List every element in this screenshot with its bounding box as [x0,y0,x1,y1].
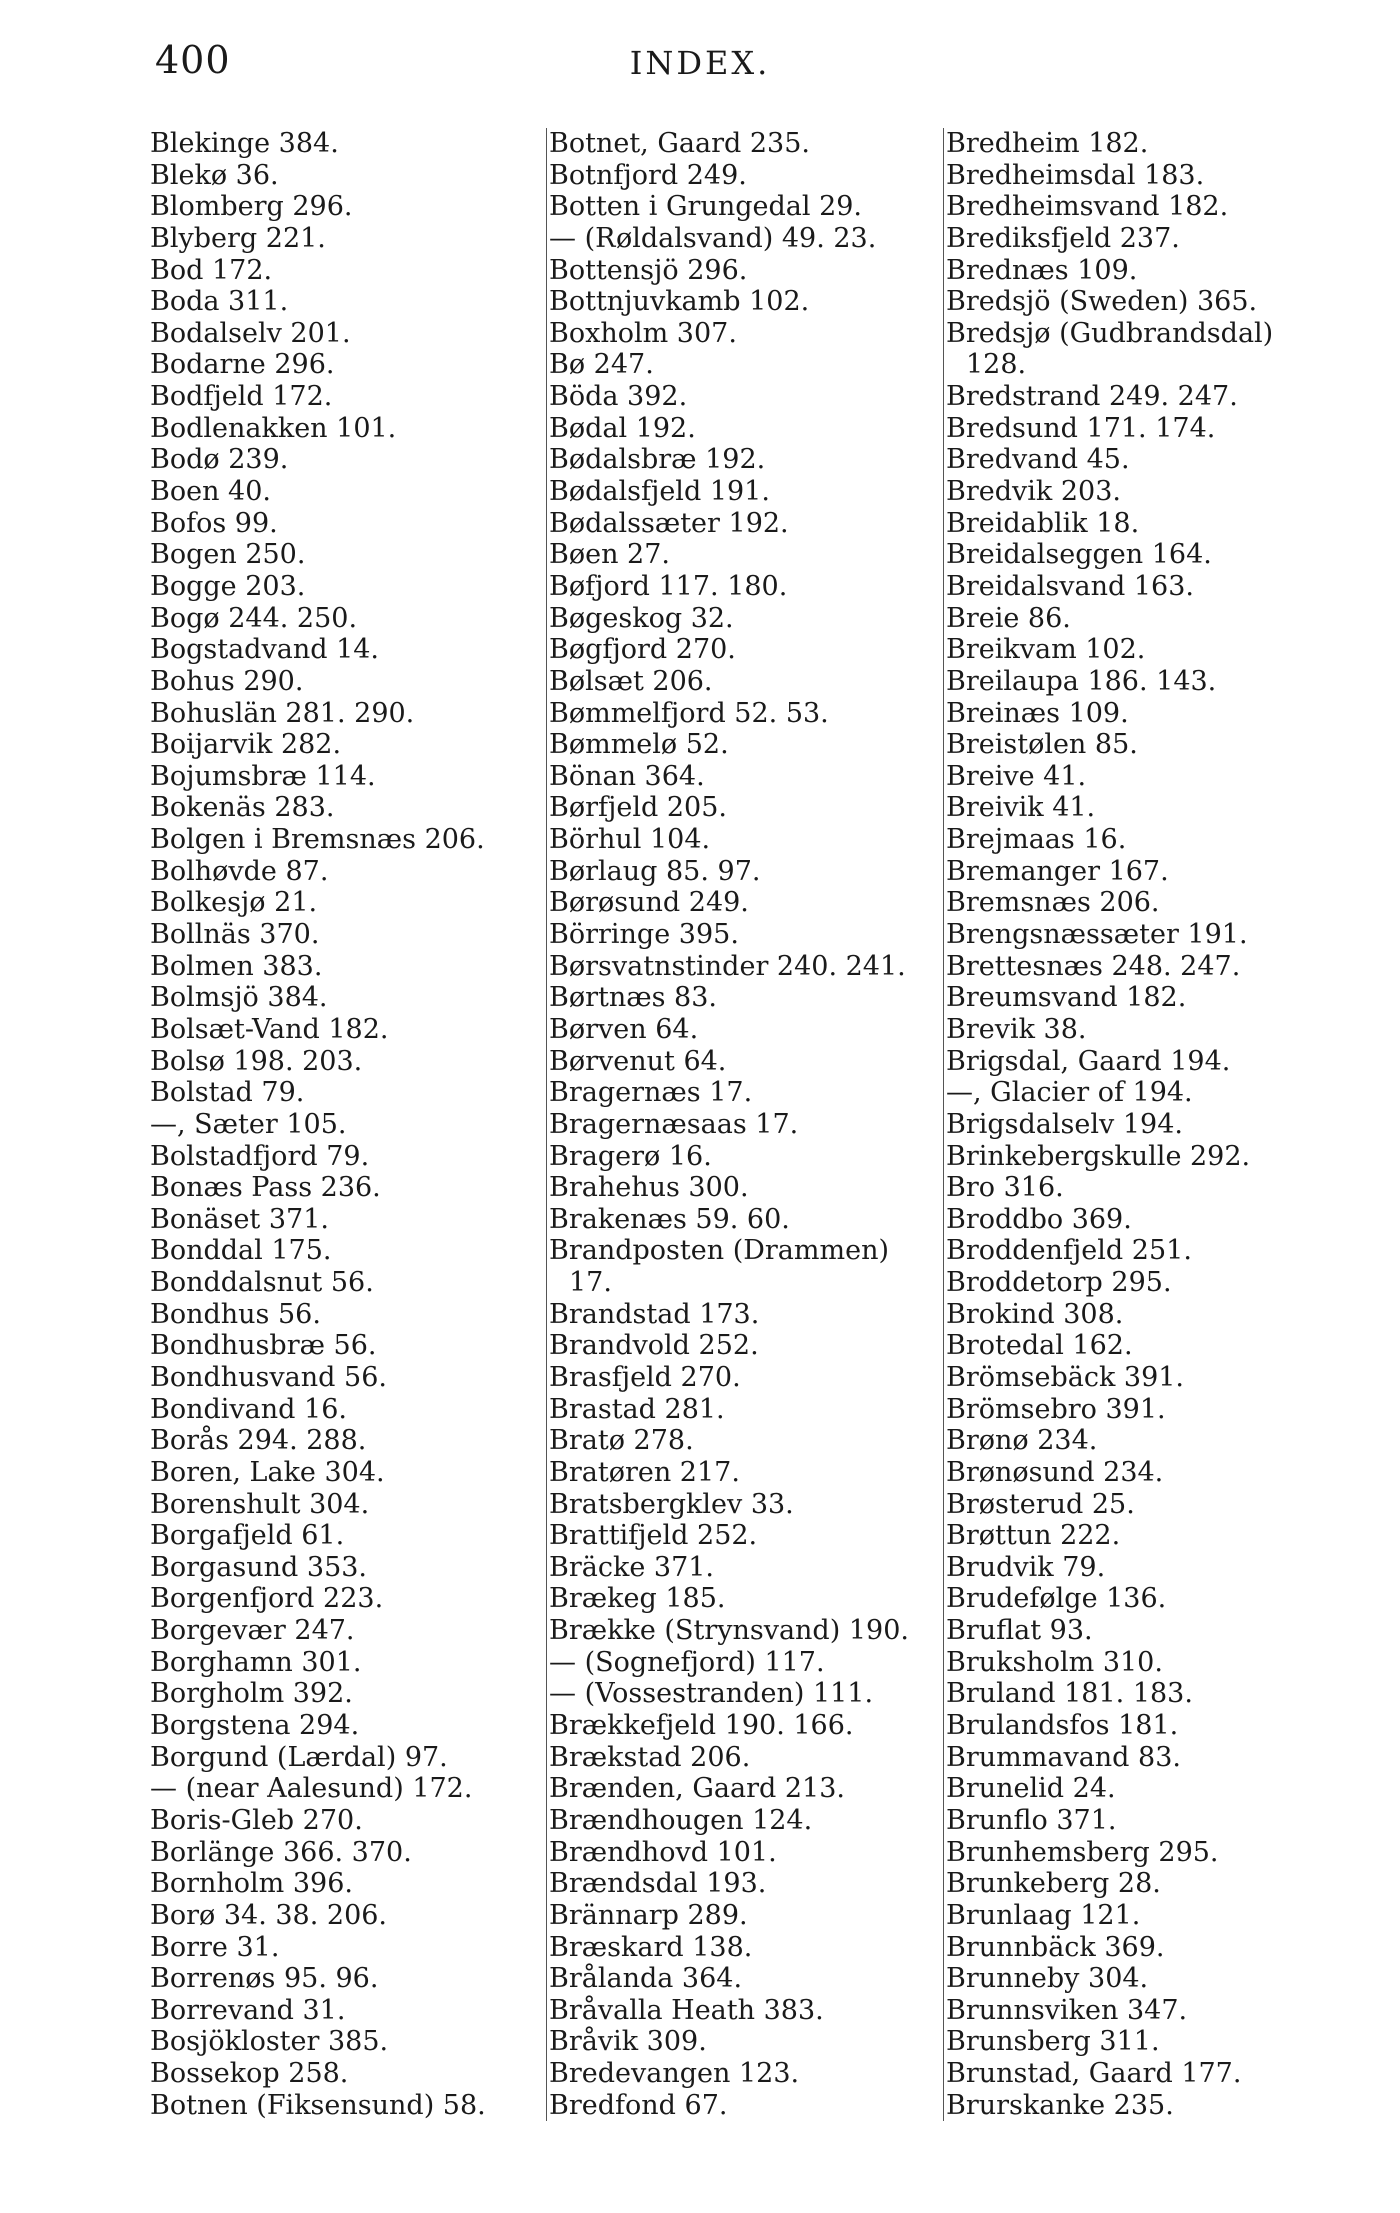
index-entry: Brønøsund 234. [946,1456,1164,1488]
index-column-2 [546,128,944,2121]
index-entry: Bømmelø 52. [549,729,729,761]
index-entry: Brændhovd 101. [549,1836,777,1868]
index-entry: Börringe 395. [549,919,739,951]
index-entry: Bødalssæter 192. [549,507,789,539]
index-entry: Borgevær 247. [150,1615,355,1647]
index-entry: Brunstad, Gaard 177. [946,2058,1242,2090]
index-entry: Borrevand 31. [150,1994,346,2026]
index-entry: Boijarvik 282. [150,729,342,761]
index-entry: Breive 41. [946,760,1087,792]
index-entry: Boris-Gleb 270. [150,1804,363,1836]
index-entry: Brændhougen 124. [549,1804,813,1836]
index-entry: Brandvold 252. [549,1330,759,1362]
index-entry: Bølsæt 206. [549,665,713,697]
index-entry: Bolhøvde 87. [150,855,329,887]
index-entry: Brøsterud 25. [946,1488,1135,1520]
index-entry: — (near Aalesund) 172. [150,1773,473,1805]
index-entry: Brurskanke 235. [946,2089,1174,2121]
index-entry: Borghamn 301. [150,1646,362,1678]
index-entry: Bod 172. [150,254,273,286]
index-entry: Børven 64. [549,1013,699,1045]
index-entry: Brække (Strynsvand) 190. [549,1615,909,1647]
index-entry: Bremsnæs 206. [946,887,1160,919]
index-entry: Borenshult 304. [150,1488,370,1520]
index-entry: Bredsjø (Gudbrandsdal) [946,317,1274,349]
index-entry: Bredsjö (Sweden) 365. [946,286,1258,318]
index-entry: Bojumsbræ 114. [150,760,376,792]
index-entry: Bohuslän 281. 290. [150,697,415,729]
index-entry: Borrenøs 95. 96. [150,1963,379,1995]
index-entry: Borgasund 353. [150,1551,368,1583]
index-entry: Brålanda 364. [549,1963,743,1995]
index-entry: Brunflo 371. [946,1804,1117,1836]
index-entry: — (Vossestranden) 111. [549,1678,874,1710]
index-entry: Bolsø 198. 203. [150,1045,363,1077]
index-entry: Bråvalla Heath 383. [549,1994,824,2026]
index-entry: Bøgeskog 32. [549,602,734,634]
index-entry: Bogø 244. 250. [150,602,358,634]
index-entry: Broddenfjeld 251. [946,1235,1192,1267]
index-entry: Börhul 104. [549,824,711,856]
index-entry: Børvenut 64. [549,1045,727,1077]
index-entry: Bossekop 258. [150,2058,349,2090]
index-entry: 17. [569,1267,612,1299]
index-entry: Broddetorp 295. [946,1267,1172,1299]
index-entry: Bredheim 182. [946,128,1149,159]
index-entry: Bonddal 175. [150,1235,332,1267]
running-head: INDEX. [629,44,771,82]
index-entry: Bredheimsvand 182. [946,191,1229,223]
index-entry: Bragerø 16. [549,1140,712,1172]
index-entry: Breie 86. [946,602,1071,634]
index-entry: Bolsæt-Vand 182. [150,1013,389,1045]
index-entry: Bondhusvand 56. [150,1361,387,1393]
index-entry: Bredheimsdal 183. [946,159,1205,191]
index-entry: Blekø 36. [150,159,279,191]
index-entry: Breivik 41. [946,792,1096,824]
index-entry: Bräcke 371. [549,1551,715,1583]
index-entry: Böda 392. [549,381,688,413]
index-entry: Breumsvand 182. [946,982,1187,1014]
index-entry: Bohus 290. [150,665,304,697]
index-entry: Bodlenakken 101. [150,412,397,444]
index-entry: Brinkebergskulle 292. [946,1140,1251,1172]
index-entry: Brummavand 83. [946,1741,1181,1773]
index-entry: Botnfjord 249. [549,159,747,191]
index-entry: Bødalsfjeld 191. [549,476,770,508]
index-entry: Brunlaag 121. [946,1899,1141,1931]
index-entry: Brækeg 185. [549,1583,726,1615]
index-entry: Bolgen i Bremsnæs 206. [150,824,485,856]
index-entry: Brunelid 24. [946,1773,1116,1805]
index-entry: Brændsdal 193. [549,1868,767,1900]
index-entry: Brunnbäck 369. [946,1931,1165,1963]
index-entry: Bondhus 56. [150,1298,321,1330]
index-entry: Borgstena 294. [150,1710,360,1742]
index-entry: Broddbo 369. [946,1203,1132,1235]
index-entry: Bodø 239. [150,444,289,476]
index-entry: Bredsund 171. 174. [946,412,1216,444]
index-entry: Brömsebro 391. [946,1393,1166,1425]
index-entry: Bogen 250. [150,539,306,571]
index-entry: Bro 316. [946,1172,1064,1204]
index-entry: Brækstad 206. [549,1741,751,1773]
index-entry: Brigsdalselv 194. [946,1108,1183,1140]
index-entry: Brettesnæs 248. 247. [946,950,1241,982]
index-entry: Bollnäs 370. [150,919,320,951]
index-entry: Brunsberg 311. [946,2026,1160,2058]
index-entry: Bonddalsnut 56. [150,1267,374,1299]
index-entry: Bönan 364. [549,760,705,792]
index-entry: Breidablik 18. [946,507,1140,539]
index-entry: Bremanger 167. [946,855,1169,887]
index-entry: Bragernæsaas 17. [549,1108,799,1140]
index-entry: Brunnsviken 347. [946,1994,1188,2026]
index-entry: Bråvik 309. [549,2026,707,2058]
page-number: 400 [155,38,231,82]
index-entry: Bredvand 45. [946,444,1130,476]
index-entry: Brækkefjeld 190. 166. [549,1710,854,1742]
index-entry: Botten i Grungedal 29. [549,191,863,223]
index-entry: Bruland 181. 183. [946,1678,1193,1710]
index-entry: Bredfond 67. [549,2089,728,2121]
index-entry: Botnet, Gaard 235. [549,128,810,159]
index-entry: Blyberg 221. [150,222,326,254]
index-entry: Brudvik 79. [946,1551,1106,1583]
index-entry: Bolmen 383. [150,950,323,982]
index-entry: Bornholm 396. [150,1868,353,1900]
index-entry: Bødalsbræ 192. [549,444,766,476]
index-entry: Brahehus 300. [549,1172,749,1204]
index-entry: Boda 311. [150,286,289,318]
index-entry: 128. [966,349,1027,381]
index-entry: Brigsdal, Gaard 194. [946,1045,1231,1077]
index-entry: Bodfjeld 172. [150,381,333,413]
index-entry: Breilaupa 186. 143. [946,665,1217,697]
index-entry: Bodarne 296. [150,349,335,381]
index-entry: —, Sæter 105. [150,1108,347,1140]
index-entry: Bruksholm 310. [946,1646,1163,1678]
index-entry: Brudefølge 136. [946,1583,1167,1615]
index-entry: Bondhusbræ 56. [150,1330,377,1362]
index-entry: Breidalsvand 163. [946,570,1194,602]
index-entry: Brænden, Gaard 213. [549,1773,845,1805]
index-entry: Botnen (Fiksensund) 58. [150,2089,486,2121]
index-entry: Boen 40. [150,476,271,508]
index-entry: Bratøren 217. [549,1456,740,1488]
index-entry: Breidalseggen 164. [946,539,1212,571]
index-entry: Brastad 281. [549,1393,725,1425]
index-entry: Breikvam 102. [946,634,1146,666]
index-entry: Bonäset 371. [150,1203,329,1235]
index-entry: Børtnæs 83. [549,982,717,1014]
index-entry: Borlänge 366. 370. [150,1836,412,1868]
index-entry: Brömsebäck 391. [946,1361,1185,1393]
index-entry: Bø 247. [549,349,654,381]
index-entry: Bøfjord 117. 180. [549,570,788,602]
index-entry: Brotedal 162. [946,1330,1133,1362]
index-entry: Brandposten (Drammen) [549,1235,890,1267]
index-entry: Bofos 99. [150,507,278,539]
index-entry: Bottnjuvkamb 102. [549,286,810,318]
index-entry: Brulandsfos 181. [946,1710,1179,1742]
index-entry: Børlaug 85. 97. [549,855,761,887]
index-entry: Brengsnæssæter 191. [946,919,1248,951]
index-entry: Bottensjö 296. [549,254,748,286]
index-entry: Borås 294. 288. [150,1425,367,1457]
index-entry: Bolstad 79. [150,1077,305,1109]
index-column-3 [943,128,1341,2121]
index-entry: Brasfjeld 270. [549,1361,741,1393]
index-entry: Boxholm 307. [549,317,737,349]
index-entry: Bratsbergklev 33. [549,1488,794,1520]
index-entry: Brandstad 173. [549,1298,760,1330]
index-entry: Brännarp 289. [549,1899,748,1931]
index-entry: Borgenfjord 223. [150,1583,384,1615]
index-entry: Borgholm 392. [150,1678,353,1710]
index-entry: Brevik 38. [946,1013,1087,1045]
index-column-1 [150,128,545,2121]
index-entry: — (Sognefjord) 117. [549,1646,825,1678]
index-entry: Brønø 234. [946,1425,1098,1457]
index-entry: Bredstrand 249. 247. [946,381,1238,413]
index-entry: Bondivand 16. [150,1393,347,1425]
index-entry: Bømmelfjord 52. 53. [549,697,829,729]
index-entry: Borø 34. 38. 206. [150,1899,388,1931]
index-entry: Bødal 192. [549,412,696,444]
index-entry: Bredevangen 123. [549,2058,800,2090]
index-entry: Bonæs Pass 236. [150,1172,381,1204]
index-entry: Blekinge 384. [150,128,339,159]
index-entry: —, Glacier of 194. [946,1077,1193,1109]
index-entry: Brunhemsberg 295. [946,1836,1219,1868]
index-entry: Bruflat 93. [946,1615,1093,1647]
index-entry: Bodalselv 201. [150,317,351,349]
index-entry: Bøgfjord 270. [549,634,736,666]
index-entry: Bræskard 138. [549,1931,753,1963]
index-entry: Bratø 278. [549,1425,694,1457]
index-entry: Bogstadvand 14. [150,634,380,666]
index-entry: Bosjökloster 385. [150,2026,389,2058]
index-entry: Bolstadfjord 79. [150,1140,370,1172]
index-entry: Bragernæs 17. [549,1077,753,1109]
index-entry: Borgafjeld 61. [150,1520,345,1552]
index-entry: Borgund (Lærdal) 97. [150,1741,448,1773]
index-entry: Børøsund 249. [549,887,749,919]
index-entry: Brednæs 109. [946,254,1138,286]
index-entry: Bokenäs 283. [150,792,335,824]
index-entry: Brakenæs 59. 60. [549,1203,790,1235]
index-entry: — (Røldalsvand) 49. 23. [549,222,877,254]
index-entry: Brokind 308. [946,1298,1124,1330]
index-entry: Brattifjeld 252. [549,1520,758,1552]
index-entry: Brunneby 304. [946,1963,1149,1995]
index-entry: Breinæs 109. [946,697,1129,729]
index-entry: Børsvatnstinder 240. 241. [549,950,906,982]
index-entry: Borre 31. [150,1931,280,1963]
index-entry: Blomberg 296. [150,191,353,223]
index-entry: Bogge 203. [150,570,306,602]
index-entry: Brejmaas 16. [946,824,1127,856]
index-entry: Børfjeld 205. [549,792,727,824]
index-entry: Boren, Lake 304. [150,1456,385,1488]
index-entry: Bredvik 203. [946,476,1121,508]
index-entry: Breistølen 85. [946,729,1138,761]
index-entry: Bolmsjö 384. [150,982,328,1014]
index-entry: Brediksfjeld 237. [946,222,1180,254]
index-entry: Brunkeberg 28. [946,1868,1161,1900]
index-entry: Brøttun 222. [946,1520,1121,1552]
index-entry: Bøen 27. [549,539,670,571]
index-entry: Bolkesjø 21. [150,887,318,919]
